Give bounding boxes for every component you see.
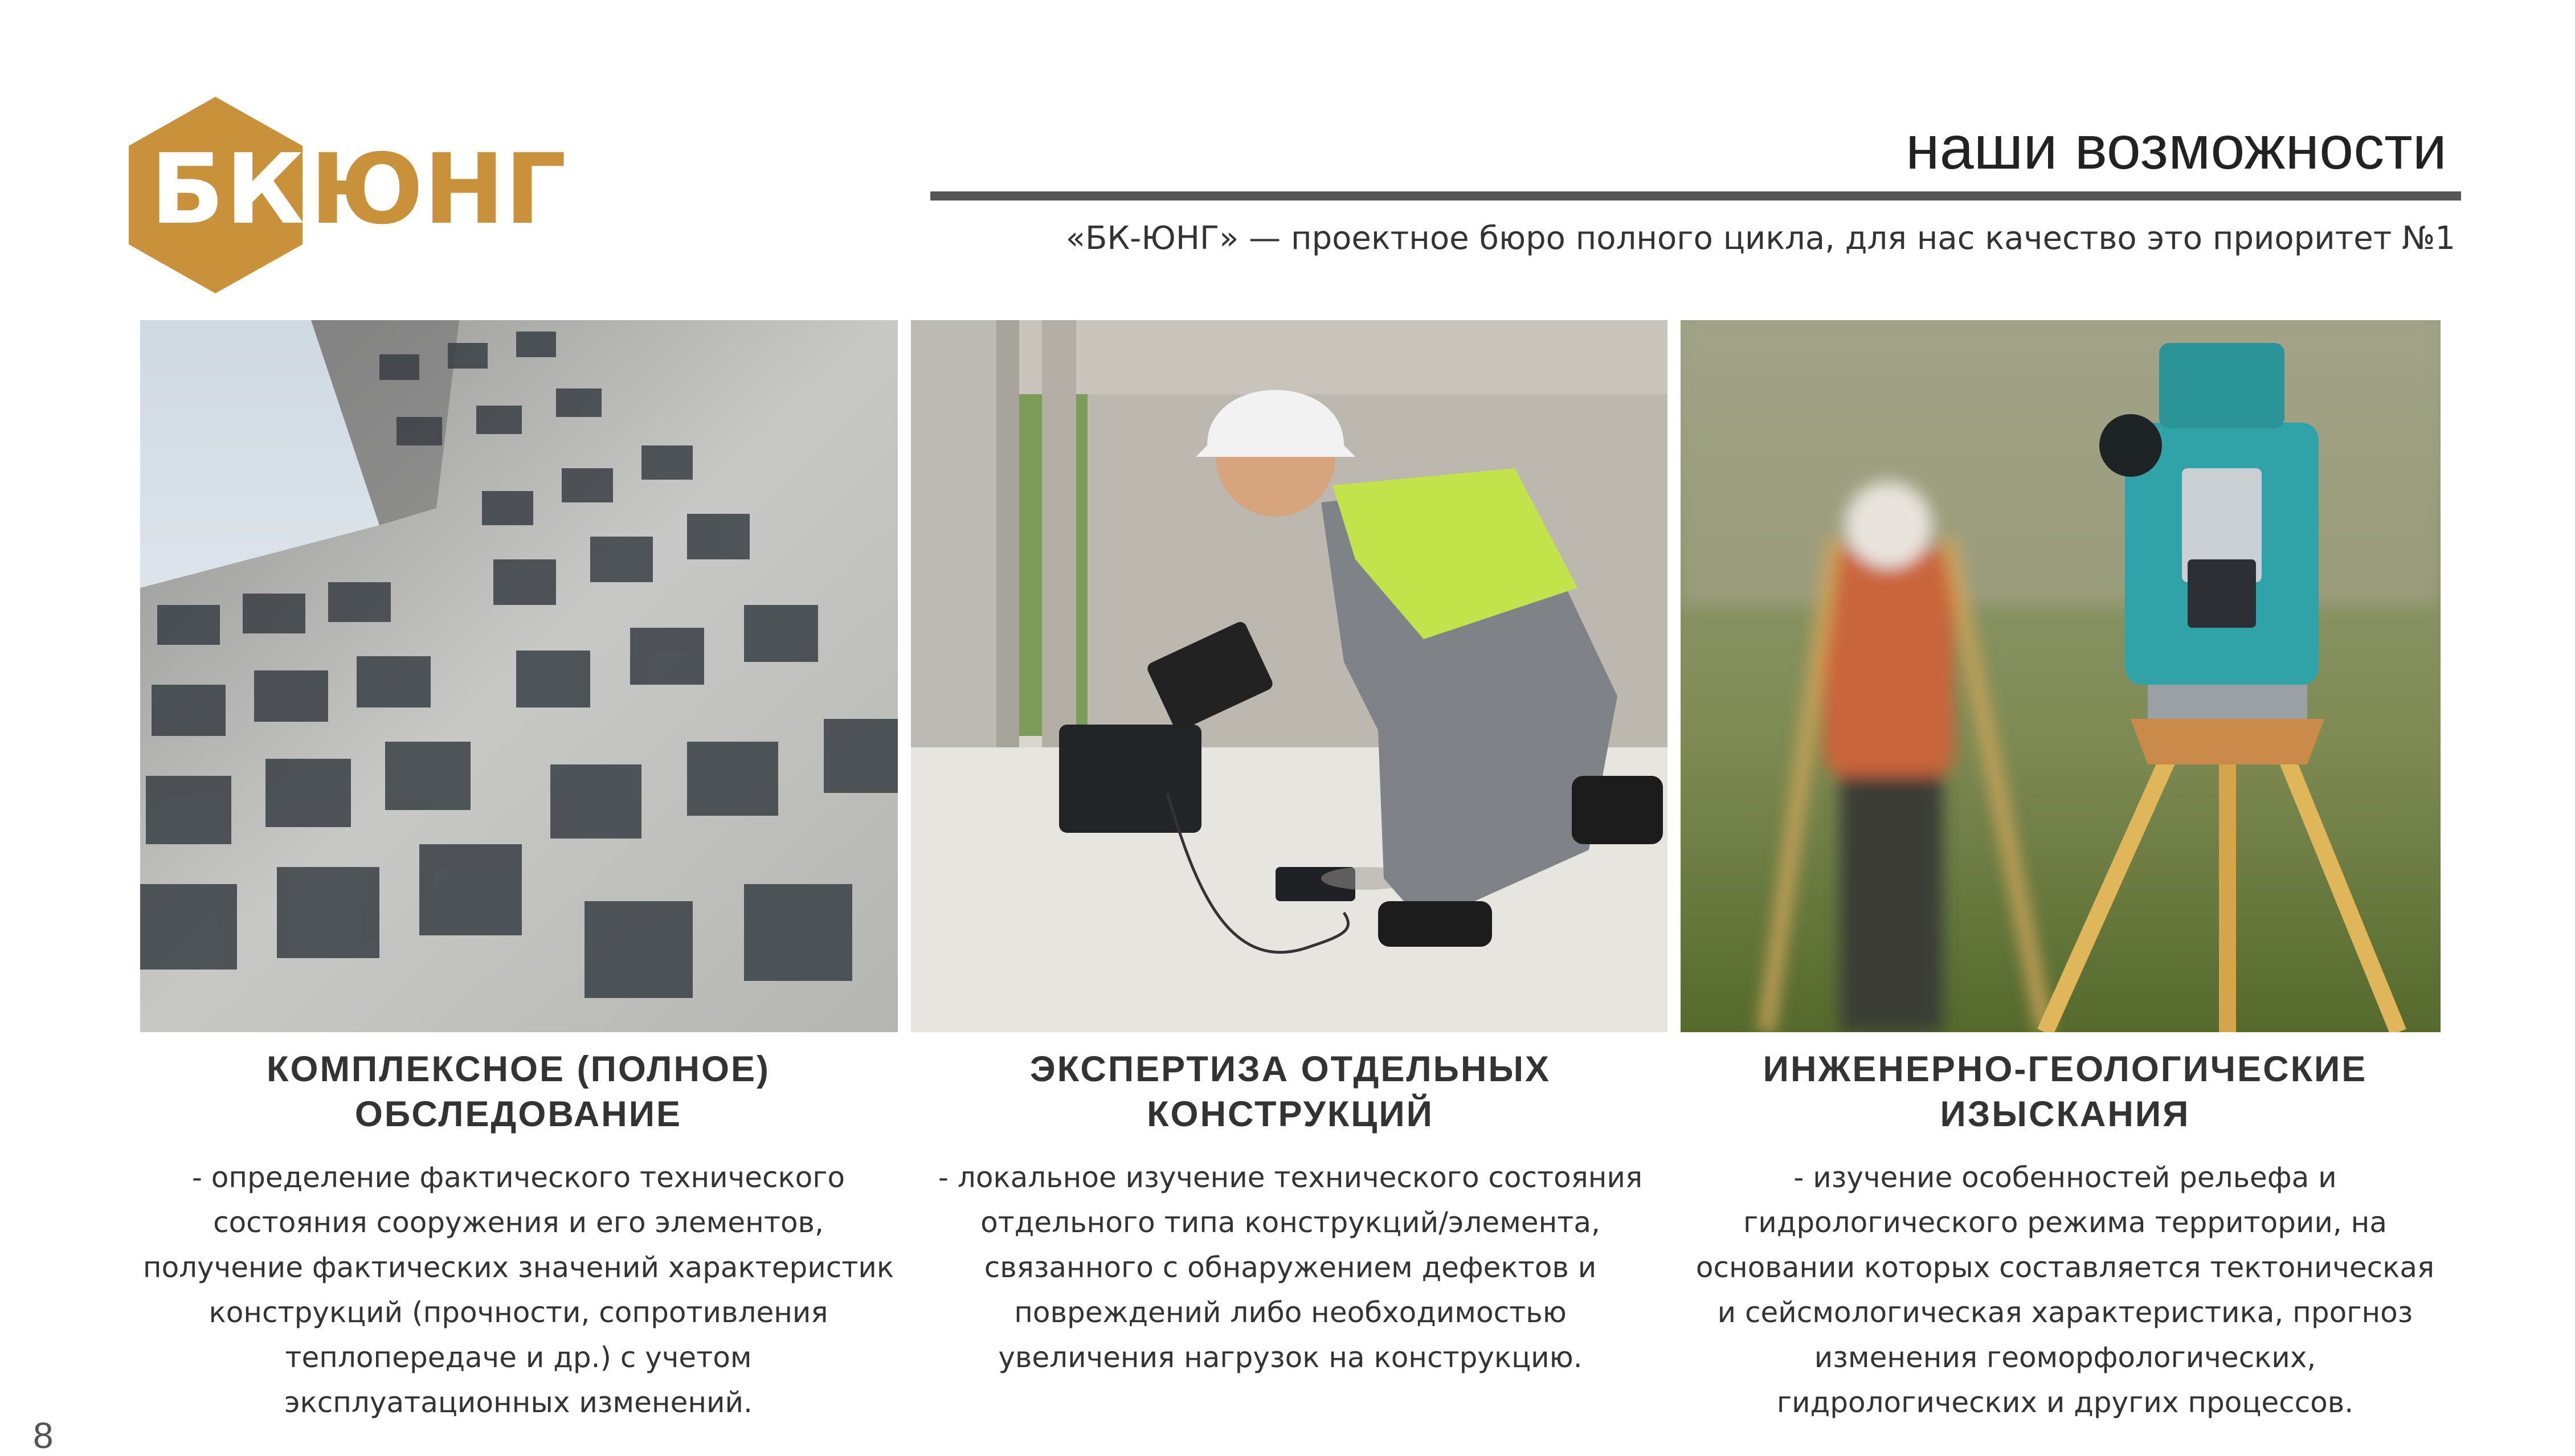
company-logo <box>129 97 567 293</box>
column-title-geological-surveys: ИНЖЕНЕРНО-ГЕОЛОГИЧЕСКИЕ ИЗЫСКАНИЯ <box>1763 1049 2368 1134</box>
column-description-comprehensive-survey: - определение фактического технического состояния сооружения и его элементов, получение фактических значений характеристик конструкций (прочности, сопротивления теплопередаче и др.) с учетом эксплуатационных изменений. <box>142 1161 894 1419</box>
column-title-structure-expertise: ЭКСПЕРТИЗА ОТДЕЛЬНЫХ КОНСТРУКЦИЙ <box>1029 1049 1551 1134</box>
page-title: наши возможности <box>1905 113 2447 182</box>
column-description-structure-expertise: - локальное изучение технического состояния отдельного типа конструкций/элемента, связанного с обнаружением дефектов и повреждений либо необходимостью увеличения нагрузок на конструкцию. <box>938 1161 1643 1374</box>
column-description-geological-surveys: - изучение особенностей рельефа и гидрологического режима территории, на основании которых составляется тектоническая и сейсмологическая характеристика, прогноз изменения геоморфологических, гидрологических и других процессов. <box>1695 1161 2435 1419</box>
engineer-testing-concrete-photo <box>911 320 1667 1032</box>
tagline: «БК-ЮНГ» — проектное бюро полного цикла, для нас качество это приоритет №1 <box>1065 220 2455 257</box>
building-facade-photo <box>140 320 898 1032</box>
column-title-comprehensive-survey: КОМПЛЕКСНОЕ (ПОЛНОЕ) ОБСЛЕДОВАНИЕ <box>267 1049 770 1134</box>
page-number: 8 <box>33 1415 54 1456</box>
surveying-theodolite-photo <box>1681 320 2441 1032</box>
title-divider <box>930 191 2461 201</box>
logo-text-bk: БК <box>150 133 306 246</box>
logo-text-yung: ЮНГ <box>310 133 567 246</box>
